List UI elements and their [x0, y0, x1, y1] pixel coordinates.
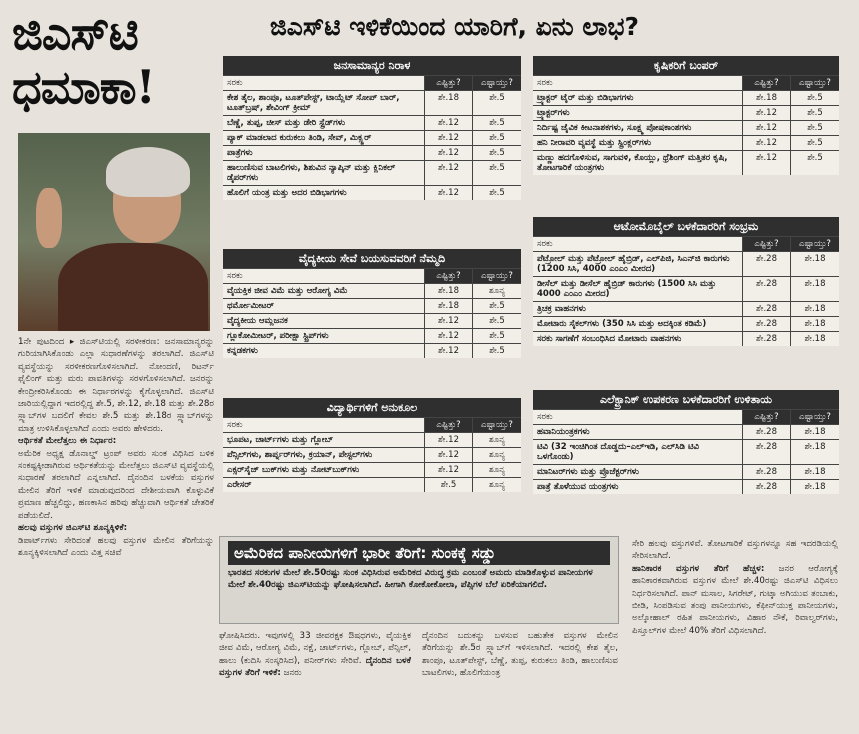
table-row — [533, 331, 839, 346]
row-after-rate: ಶೂನ್ಯ — [489, 480, 505, 490]
row-before-rate: ಶೇ.28 — [743, 277, 791, 301]
row-item: ವೈದ್ಯಕೀಯ ಆಮ್ಲಜನಕ — [223, 314, 425, 328]
right-article — [632, 538, 838, 732]
table-row — [223, 115, 521, 130]
table-title: ವಿದ್ಯಾರ್ಥಿಗಳಿಗೆ ಅನುಕೂಲ — [223, 398, 521, 417]
col-before: ಎಷ್ಟಿತ್ತು? — [743, 76, 791, 90]
row-before-rate: ಶೇ.12 — [425, 116, 473, 130]
row-item: ಟ್ರ್ಯಾಕ್ಟರ್ ಟೈರ್ ಮತ್ತು ಬಿಡಿಭಾಗಗಳು — [533, 91, 743, 105]
row-item: ಪಾತ್ರೆ ತೊಳೆಯುವ ಯಂತ್ರಗಳು — [533, 480, 743, 494]
row-before-rate: ಶೇ.12 — [425, 329, 473, 343]
table-row — [533, 90, 839, 105]
row-before-rate: ಶೇ.12 — [743, 136, 791, 150]
row-after-rate: ಶೂನ್ಯ — [489, 450, 505, 460]
row-item: ಬೆಣ್ಣೆ, ತುಪ್ಪ, ಚೀಸ್ ಮತ್ತು ಡೇರಿ ಸ್ಪ್ರೆಡ್‌ಗಳು — [223, 116, 425, 130]
row-before-rate: ಶೇ.28 — [743, 440, 791, 464]
row-before-rate: ಶೇ.12 — [743, 151, 791, 175]
row-before-rate: ಶೇ.28 — [743, 302, 791, 316]
table-4 — [533, 217, 839, 346]
row-item: ಟಿವಿ (32 ಇಂಚಿಗಿಂತ ದೊಡ್ಡದು–ಎಲ್‌ಇಡಿ, ಎಲ್‌ಸಿಡಿ ಟಿವಿ ಒಳಗೊಂಡು) — [533, 440, 743, 464]
table-row — [223, 477, 521, 492]
row-item: ಹನಿ ನೀರಾವರಿ ವ್ಯವಸ್ಥೆ ಮತ್ತು ಸ್ಪ್ರಿಂಕ್ಲರ್‌ಗಳು — [533, 136, 743, 150]
row-after-rate: ಶೇ.5 — [489, 118, 505, 128]
table-row — [533, 424, 839, 439]
table-header — [533, 409, 839, 424]
col-item: ಸರಕು — [533, 410, 743, 424]
col-after: ಎಷ್ಟಾಯ್ತು? — [473, 76, 521, 90]
row-after-rate: ಶೇ.5 — [489, 331, 505, 341]
row-before-rate: ಶೇ.12 — [425, 186, 473, 200]
row-after-rate: ಶೇ.18 — [804, 482, 826, 492]
right-subhead: ಹಾನಿಕಾರಕ ವಸ್ತುಗಳ ತೆರಿಗೆ ಹೆಚ್ಚಳ: — [632, 563, 765, 574]
row-after-rate: ಶೇ.5 — [807, 108, 823, 118]
table-row — [223, 447, 521, 462]
masthead — [12, 6, 212, 114]
table-row — [533, 135, 839, 150]
row-item: ಹಾಲುಣಿಸುವ ಬಾಟಲಿಗಳು, ಶಿಶುವಿನ ನ್ಯಾಪ್ಕಿನ್ ಮತ್ತು ಕ್ಲಿನಿಕಲ್ ಡೈಪರ್‌ಗಳು — [223, 161, 425, 185]
table-row — [223, 313, 521, 328]
table-row — [533, 464, 839, 479]
row-after-rate: ಶೇ.5 — [489, 133, 505, 143]
mid-col1-tail: ಜನರು — [283, 668, 302, 679]
table-title: ಜನಸಾಮಾನ್ಯರ ನಿರಾಳ — [223, 56, 521, 75]
col-item: ಸರಕು — [223, 76, 425, 90]
row-before-rate: ಶೇ.12 — [743, 121, 791, 135]
table-0 — [223, 56, 521, 200]
row-after-rate: ಶೇ.5 — [807, 153, 823, 163]
row-after-rate: ಶೇ.5 — [489, 188, 505, 198]
table-row — [223, 90, 521, 115]
left-subhead-3: ಹಲವು ವಸ್ತುಗಳ ಜಿಎಸ್‌ಟಿ ಶೂನ್ಯಕ್ಕಿಳಿಕೆ: — [18, 523, 128, 534]
photo-body — [58, 243, 208, 331]
col-after: ಎಷ್ಟಾಯ್ತು? — [473, 269, 521, 283]
row-before-rate: ಶೇ.18 — [425, 299, 473, 313]
row-before-rate: ಶೇ.28 — [743, 480, 791, 494]
row-before-rate: ಶೇ.28 — [743, 317, 791, 331]
us-beverage-box — [219, 536, 619, 624]
row-item: ಕೇಶ ತೈಲ, ಶಾಂಪೂ, ಟೂತ್‌ಪೇಸ್ಟ್, ಟಾಯ್ಲೆಟ್ ಸೋಪ್ ಬಾರ್, ಟೂತ್‌ಬ್ರಷ್, ಶೇವಿಂಗ್ ಕ್ರೀಮ್ — [223, 91, 425, 115]
left-para-2: ಅಮೆರಿಕ ಅಧ್ಯಕ್ಷ ಡೊನಾಲ್ಡ್ ಟ್ರಂಪ್ ಅವರು ಸುಂಕ ವಿಧಿಸಿದ ಬಳಿಕ ಸಂಕಷ್ಟಕ್ಕೀಡಾಗಿರುವ ಆರ್ಥಿಕತೆಯನ್ನು ಮೇಲೆತ್ತಲು ಜಿಎಸ್‌ಟಿ ವ್ಯವಸ್ಥೆಯಲ್ಲಿ ಸುಧಾರಣೆ ತರಲಾಗಿದೆ ಎನ್ನಲಾಗಿದೆ. ದೈನಂದಿನ ಬಳಕೆಯ ವಸ್ತುಗಳ ಮೇಲಿನ ತೆರಿಗೆ ಇಳಿಕೆ ಮಾಡುವುದರಿಂದ ದೇಶೀಯವಾಗಿ ಕೊಳ್ಳುವಿಕೆ ಪ್ರಮಾಣ ಹೆಚ್ಚಲಿದ್ದು, ಹಣಕಾಸಿನ ಹರಿವು ಹೆಚ್ಚುವಾಗಿ ಆರ್ಥಿಕತೆ ಚೇತರಿಕೆ ಪಡೆಯಲಿದೆ. — [18, 448, 214, 521]
row-after-rate: ಶೇ.18 — [804, 442, 826, 452]
col-item: ಸರಕು — [533, 237, 743, 251]
left-para-1: 1ನೇ ಪುಟದಿಂದ ▸ ಜಿಎಸ್‌ಟಿಯಲ್ಲಿ ಸರಳೀಕರಣ: ಜನಸಾಮಾನ್ಯರನ್ನು ಗುರಿಯಾಗಿಸಿಕೊಂಡು ಎಲ್ಲಾ ಸುಧಾರಣೆಗಳನ್ನು ತರಲಾಗಿದೆ. ಜಿಎಸ್‌ಟಿ ವ್ಯವಸ್ಥೆಯನ್ನು ಸರಳೀಕರಣಗೊಳಿಸಲಾಗಿದೆ. ನೋಂದಣಿ, ರಿಟರ್ನ್ ಫೈಲಿಂಗ್ ಮತ್ತು ಮರು ಪಾವತಿಗಳನ್ನು ಸರಳಗೊಳಿಸಲಾಗಿದೆ. ಜನರನ್ನು ಕೇಂದ್ರೀಕರಿಸಿಕೊಂಡು ಈ ನಿರ್ಧಾರಗಳನ್ನು ಕೈಗೊಳ್ಳಲಾಗಿದೆ. ಜಿಎಸ್‌ಟಿ ಜಾರಿಯಲ್ಲಿದ್ದಾಗ ಇದರಲ್ಲಿದ್ದ ಶೇ.5, ಶೇ.12, ಶೇ.18 ಮತ್ತು ಶೇ.28ರ ಸ್ಲ್ಯಾಬ್‌ಗಳ ಬದಲಿಗೆ ಕೇವಲ ಶೇ.5 ಮತ್ತು ಶೇ.18ರ ಸ್ಲ್ಯಾಬ್‌ಗಳನ್ನು ಮಾತ್ರ ಉಳಿಸಿಕೊಳ್ಳಲಾಗಿದೆ ಎಂದು ಅವರು ಹೇಳಿದರು. — [18, 337, 214, 434]
row-item: ಪೆನ್ಸಿಲ್‌ಗಳು, ಶಾರ್ಪ್ನರ್‌ಗಳು, ಕ್ರಯಾನ್, ಪೇಸ್ಟಲ್‌ಗಳು — [223, 448, 425, 462]
mid-col1-text: ಘೋಷಿಸಿದರು. ಇವುಗಳಲ್ಲಿ 33 ಜೀವರಕ್ಷಕ ಔಷಧಗಳು, ವೈಯಕ್ತಿಕ ಜೀವ ವಿಮೆ, ಆರೋಗ್ಯ ವಿಮೆ, ನಕ್ಷೆ, ಚಾರ್ಟ್‌ಗಳು, ಗ್ಲೋಬ್, ಪೆನ್ಸಿಲ್, ಹಾಲು (ಕುದಿಸಿ ಸಂಸ್ಕರಿಸಿದ), ಪನೀರ್‌ಗಳು ಸೇರಿವೆ. — [219, 631, 411, 666]
row-before-rate: ಶೇ.18 — [425, 284, 473, 298]
row-before-rate: ಶೇ.28 — [743, 252, 791, 276]
col-after: ಎಷ್ಟಾಯ್ತು? — [791, 237, 839, 251]
table-3 — [533, 56, 839, 175]
row-before-rate: ಶೇ.5 — [425, 478, 473, 492]
row-after-rate: ಶೇ.5 — [489, 93, 505, 103]
row-before-rate: ಶೇ.28 — [743, 425, 791, 439]
table-row — [223, 283, 521, 298]
row-item: ಭೂಪಟ, ಚಾರ್ಟ್‌ಗಳು ಮತ್ತು ಗ್ಲೋಬ್ — [223, 433, 425, 447]
row-before-rate: ಶೇ.28 — [743, 465, 791, 479]
row-item: ಮಣ್ಣು ಹದಗೊಳಿಸುವ, ಸಾಗುವಳಿ, ಕೊಯ್ಲು, ಥ್ರೆಶಿಂಗ್ ಮತ್ತಿತರ ಕೃಷಿ, ತೋಟಗಾರಿಕೆ ಯಂತ್ರಗಳು — [533, 151, 743, 175]
table-row — [223, 343, 521, 358]
row-before-rate: ಶೇ.18 — [743, 91, 791, 105]
row-before-rate: ಶೇ.12 — [425, 131, 473, 145]
table-row — [533, 105, 839, 120]
row-item: ಟ್ರ್ಯಾಕ್ಟರ್‌ಗಳು — [533, 106, 743, 120]
photo-hand — [36, 188, 62, 248]
row-item: ನಿರ್ದಿಷ್ಟ ಜೈವಿಕ ಕೀಟನಾಶಕಗಳು, ಸೂಕ್ಷ್ಮ ಪೋಷಕಾಂಶಗಳು — [533, 121, 743, 135]
row-before-rate: ಶೇ.12 — [425, 448, 473, 462]
table-row — [223, 130, 521, 145]
row-before-rate: ಶೇ.12 — [425, 433, 473, 447]
table-header — [223, 268, 521, 283]
col-before: ಎಷ್ಟಿತ್ತು? — [425, 76, 473, 90]
row-item: ವೈಯಕ್ತಿಕ ಜೀವ ವಿಮೆ ಮತ್ತು ಆರೋಗ್ಯ ವಿಮೆ — [223, 284, 425, 298]
row-item: ಕನ್ನಡಕಗಳು — [223, 344, 425, 358]
table-row — [223, 160, 521, 185]
row-after-rate: ಶೇ.5 — [807, 93, 823, 103]
table-row — [223, 432, 521, 447]
table-row — [223, 298, 521, 313]
masthead-line1: ಜಿಎಸ್‌ಟಿ — [12, 6, 138, 60]
row-item: ಹೊಲಿಗೆ ಯಂತ್ರ ಮತ್ತು ಅದರ ಬಿಡಿಭಾಗಗಳು — [223, 186, 425, 200]
minister-photo — [18, 133, 210, 331]
box-text: ಭಾರತದ ಸರಕುಗಳ ಮೇಲೆ ಶೇ.50ರಷ್ಟು ಸುಂಕ ವಿಧಿಸಿರುವ ಅಮೆರಿಕದ ವಿರುದ್ಧ ಕ್ರಮ ಎಂಬಂತೆ ಅಮದು ಮಾಡಿಕೊಳ್ಳುವ ಪಾನೀಯಗಳ ಮೇಲೆ ಶೇ.40ರಷ್ಟು ಜಿಎಸ್‌ಟಿಯನ್ನು ಘೋಷಿಸಲಾಗಿದೆ. ಹೀಗಾಗಿ ಕೋಕೋಕೋಲಾ, ಪೆಪ್ಸಿಗಳ ಬೆಲೆ ಏರಿಕೆಯಾಗಲಿದೆ. — [228, 568, 593, 590]
mid-col1-subhead: ದೈನಂದಿನ ಬಳಕೆ ವಸ್ತುಗಳ ತೆರಿಗೆ ಇಳಿಕೆ: — [219, 655, 411, 679]
col-before: ಎಷ್ಟಿತ್ತು? — [743, 410, 791, 424]
row-item: ಮೋಟಾರು ಸೈಕಲ್‌ಗಳು (350 ಸಿಸಿ ಮತ್ತು ಅದಕ್ಕಿಂತ ಕಡಿಮೆ) — [533, 317, 743, 331]
row-before-rate: ಶೇ.12 — [425, 314, 473, 328]
row-before-rate: ಶೇ.12 — [425, 146, 473, 160]
col-after: ಎಷ್ಟಾಯ್ತು? — [473, 418, 521, 432]
table-header — [533, 236, 839, 251]
table-row — [533, 120, 839, 135]
masthead-line2: ಧಮಾಕಾ! — [12, 60, 155, 114]
row-after-rate: ಶೂನ್ಯ — [489, 286, 505, 296]
row-before-rate: ಶೇ.12 — [743, 106, 791, 120]
row-item: ಥರ್ಮೋಮೀಟರ್ — [223, 299, 425, 313]
row-item: ಸರಕು ಸಾಗಣೆಗೆ ಸಂಬಂಧಿಸಿದ ಮೋಟಾರು ವಾಹನಗಳು — [533, 332, 743, 346]
table-header — [533, 75, 839, 90]
row-item: ಎರೇಸರ್ — [223, 478, 425, 492]
row-item: ಡೀಸೆಲ್ ಮತ್ತು ಡೀಸೆಲ್ ಹೈಬ್ರಿಡ್ ಕಾರುಗಳು (1500 ಸಿಸಿ ಮತ್ತು 4000 ಎಂಎಂ ಮೀರದ) — [533, 277, 743, 301]
row-item: ಪಾತ್ರೆಗಳು — [223, 146, 425, 160]
table-row — [223, 145, 521, 160]
table-header — [223, 75, 521, 90]
left-article — [18, 336, 214, 731]
col-after: ಎಷ್ಟಾಯ್ತು? — [791, 410, 839, 424]
table-2 — [223, 398, 521, 492]
col-item: ಸರಕು — [223, 418, 425, 432]
table-1 — [223, 249, 521, 358]
box-title: ಅಮೆರಿಕದ ಪಾನೀಯಗಳಿಗೆ ಭಾರೀ ತೆರಿಗೆ: ಸುಂಕಕ್ಕೆ ಸಡ್ಡು — [228, 541, 610, 565]
row-before-rate: ಶೇ.28 — [743, 332, 791, 346]
row-item: ಪ್ಯಾಕ್ ಮಾಡಲಾದ ಕುರುಕಲು ತಿಂಡಿ, ಸೇವ್, ಮಿಕ್ಸ್ಚರ್ — [223, 131, 425, 145]
row-before-rate: ಶೇ.12 — [425, 344, 473, 358]
row-after-rate: ಶೇ.18 — [804, 467, 826, 477]
table-row — [533, 439, 839, 464]
mid-col2-text: ದೈನಂದಿನ ಬದುಕನ್ನು ಬಳಸುವ ಬಹುತೇಕ ವಸ್ತುಗಳ ಮೇಲಿನ ತೆರಿಗೆಯನ್ನು ಶೇ.5ರ ಸ್ಲ್ಯಾಬ್‌ಗೆ ಇಳಿಸಲಾಗಿದೆ. ಇದರಲ್ಲಿ ಕೇಶ ತೈಲ, ಶಾಂಪೂ, ಟೂತ್‌ಪೇಸ್ಟ್, ಬೆಣ್ಣೆ, ತುಪ್ಪ, ಕುರುಕಲು ತಿಂಡಿ, ಹಾಲುಣಿಸುವ ಬಾಟಲಿಗಳು, ಹೊಲಿಗೆಯಂತ್ರ — [422, 631, 618, 679]
row-item: ಗ್ಲೂಕೋಮೀಟರ್, ಪರೀಕ್ಷಾ ಸ್ಟ್ರಿಪ್‌ಗಳು — [223, 329, 425, 343]
row-item: ತ್ರಿಚಕ್ರ ವಾಹನಗಳು — [533, 302, 743, 316]
row-after-rate: ಶೇ.18 — [804, 319, 826, 329]
col-after: ಎಷ್ಟಾಯ್ತು? — [791, 76, 839, 90]
row-after-rate: ಶೂನ್ಯ — [489, 465, 505, 475]
row-after-rate: ಶೇ.18 — [804, 334, 826, 344]
left-subhead-2: ಆರ್ಥಿಕತೆ ಮೇಲೆತ್ತಲು ಈ ನಿರ್ಧಾರ: — [18, 436, 117, 447]
row-after-rate: ಶೇ.18 — [804, 254, 826, 264]
col-before: ಎಷ್ಟಿತ್ತು? — [743, 237, 791, 251]
table-title: ಆಟೋಮೊಬೈಲ್ ಬಳಕೆದಾರರಿಗೆ ಸಂಭ್ರಮ — [533, 217, 839, 236]
row-after-rate: ಶೂನ್ಯ — [489, 435, 505, 445]
row-before-rate: ಶೇ.18 — [425, 91, 473, 115]
row-after-rate: ಶೇ.5 — [489, 316, 505, 326]
table-row — [223, 462, 521, 477]
mid-col-2 — [422, 630, 618, 732]
row-item: ಹವಾನಿಯಂತ್ರಕಗಳು — [533, 425, 743, 439]
table-row — [533, 251, 839, 276]
table-row — [533, 276, 839, 301]
col-item: ಸರಕು — [533, 76, 743, 90]
table-row — [223, 185, 521, 200]
table-row — [533, 479, 839, 494]
table-row — [223, 328, 521, 343]
row-after-rate: ಶೇ.5 — [489, 346, 505, 356]
table-title: ವೈದ್ಯಕೀಯ ಸೇವೆ ಬಯಸುವವರಿಗೆ ನೆಮ್ಮದಿ — [223, 249, 521, 268]
row-item: ಮಾನಿಟರ್‌ಗಳು ಮತ್ತು ಪ್ರೊಜೆಕ್ಟರ್‌ಗಳು — [533, 465, 743, 479]
page-headline: ಜಿಎಸ್‌ಟಿ ಇಳಿಕೆಯಿಂದ ಯಾರಿಗೆ, ಏನು ಲಾಭ? — [270, 12, 639, 41]
col-item: ಸರಕು — [223, 269, 425, 283]
table-5 — [533, 390, 839, 494]
row-after-rate: ಶೇ.18 — [804, 427, 826, 437]
row-before-rate: ಶೇ.12 — [425, 161, 473, 185]
row-after-rate: ಶೇ.5 — [807, 123, 823, 133]
row-item: ಪೆಟ್ರೋಲ್ ಮತ್ತು ಪೆಟ್ರೋಲ್ ಹೈಬ್ರಿಡ್, ಎಲ್‌ಪಿಜಿ, ಸಿಎನ್‌ಜಿ ಕಾರುಗಳು (1200 ಸಿಸಿ, 4000 ಎಂಎಂ ಮೀರದ) — [533, 252, 743, 276]
table-title: ಕೃಷಿಕರಿಗೆ ಬಂಪರ್ — [533, 56, 839, 75]
right-para-2: ಜನರ ಆರೋಗ್ಯಕ್ಕೆ ಹಾನಿಕಾರಕವಾಗಿರುವ ವಸ್ತುಗಳ ಮೇಲೆ ಶೇ.40ರಷ್ಟು ಜಿಎಸ್‌ಟಿ ವಿಧಿಸಲು ನಿರ್ಧರಿಸಲಾಗಿದೆ. ಪಾನ್ ಮಸಾಲ, ಸಿಗರೇಟ್, ಗುಟ್ಕಾ ಅಗಿಯುವ ತಂಬಾಕು, ಬೀಡಿ, ಸಿಂಪಡಿಸುವ ತಂಪು ಪಾನೀಯಗಳು, ಕೆಫೀನ್‌ಯುಕ್ತ ಪಾನೀಯಗಳು, ಅಲ್ಕೋಹಾಲ್ ರಹಿತ ಪಾನೀಯಗಳು, ವಿಹಾರ ನೌಕೆ, ರಿವಾಲ್ವರ್‌ಗಳು, ಪಿಸ್ತೂಲ್‌ಗಳ ಮೇಲೆ 40% ತೆರಿಗೆ ವಿಧಿಸಲಾಗಿದೆ. — [632, 563, 838, 636]
row-after-rate: ಶೇ.5 — [489, 301, 505, 311]
left-para-3: ಡಿಪಾರ್ಟ್‌ಗಳು ಸೇರಿದಂತೆ ಹಲವು ವಸ್ತುಗಳ ಮೇಲಿನ ತೆರಿಗೆಯನ್ನು ಶೂನ್ಯಕ್ಕಿಳಿಸಲಾಗಿದೆ ಎಂದು ವಿತ್ತ ಸಚಿವೆ — [18, 535, 214, 558]
photo-hair — [106, 147, 190, 197]
right-para-1: ಸೇರಿ ಹಲವು ವಸ್ತುಗಳಿವೆ. ತೋಟಗಾರಿಕೆ ವಸ್ತುಗಳನ್ನೂ ಸಹ ಇದರಡಿಯಲ್ಲಿ ಸೇರಿಸಲಾಗಿದೆ. — [632, 539, 838, 562]
table-row — [533, 316, 839, 331]
mid-col-1 — [219, 630, 411, 732]
row-item: ಎಕ್ಸರ್‌ಸೈಜ್ ಬುಕ್‌ಗಳು ಮತ್ತು ನೋಟ್‌ಬುಕ್‌ಗಳು — [223, 463, 425, 477]
row-after-rate: ಶೇ.18 — [804, 279, 826, 289]
row-after-rate: ಶೇ.18 — [804, 304, 826, 314]
row-after-rate: ಶೇ.5 — [807, 138, 823, 148]
table-row — [533, 150, 839, 175]
row-after-rate: ಶೇ.5 — [489, 148, 505, 158]
table-row — [533, 301, 839, 316]
col-before: ಎಷ್ಟಿತ್ತು? — [425, 418, 473, 432]
table-header — [223, 417, 521, 432]
row-after-rate: ಶೇ.5 — [489, 163, 505, 173]
table-title: ಎಲೆಕ್ಟ್ರಾನಿಕ್ ಉಪಕರಣ ಬಳಕೆದಾರರಿಗೆ ಉಳಿತಾಯ — [533, 390, 839, 409]
col-before: ಎಷ್ಟಿತ್ತು? — [425, 269, 473, 283]
row-before-rate: ಶೇ.12 — [425, 463, 473, 477]
